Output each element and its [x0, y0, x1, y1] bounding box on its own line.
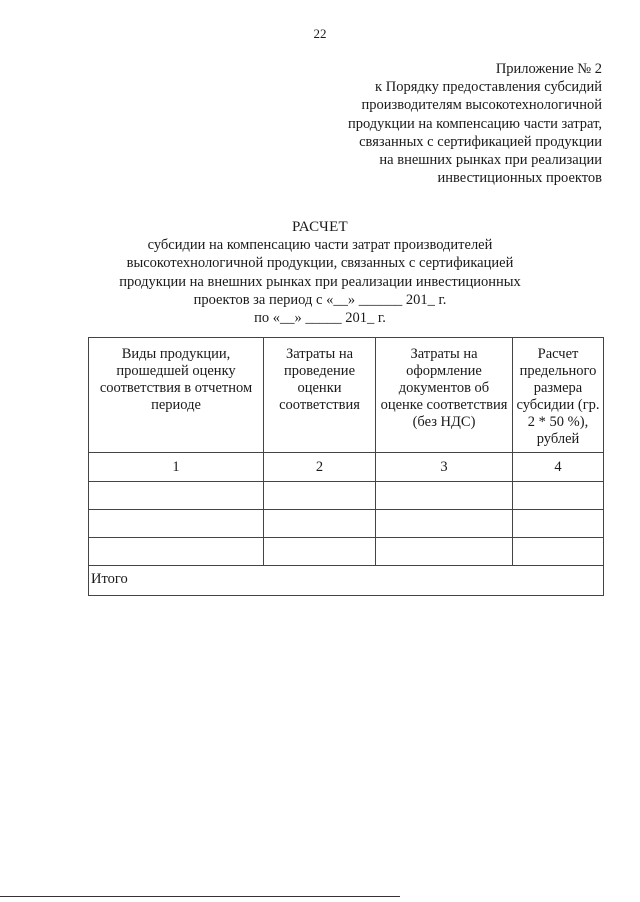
table-cell: [264, 510, 376, 538]
table-cell: [264, 538, 376, 566]
header-product-types: Виды продукции, прошедшей оценку соответствия в отчетном периоде: [89, 338, 264, 453]
appendix-line: связанных с сертификацией продукции: [359, 133, 602, 150]
table-cell: [513, 482, 604, 510]
table-cell: [513, 538, 604, 566]
table-cell: [376, 538, 513, 566]
table-cell: [89, 538, 264, 566]
column-number-row: [89, 453, 604, 482]
document-title: РАСЧЕТ: [291, 219, 348, 235]
appendix-line: к Порядку предоставления субсидий: [375, 79, 602, 96]
table-row: [89, 482, 604, 510]
table-header-row: [89, 338, 604, 453]
appendix-line: Приложение № 2: [495, 61, 602, 77]
header-subsidy-calculation: Расчет предельного размера субсидии (гр. 2 * 50 %), рублей: [513, 338, 604, 453]
appendix-line: производителям высокотехнологичной: [361, 97, 602, 114]
title-line: продукции на внешних рынках при реализации инвестиционных: [119, 273, 521, 290]
table-cell: [89, 510, 264, 538]
calculation-table: [88, 337, 604, 596]
title-line: проектов за период с «__» ______ 201_ г.: [193, 291, 447, 308]
header-documentation-costs: Затраты на оформление документов об оценке соответствия (без НДС): [376, 338, 513, 453]
total-row: [89, 566, 604, 596]
column-number: 3: [376, 453, 513, 482]
footer-divider: [0, 896, 400, 897]
table-cell: [89, 482, 264, 510]
title-line: субсидии на компенсацию части затрат производителей: [147, 237, 493, 254]
table-row: [89, 538, 604, 566]
column-number: 2: [264, 453, 376, 482]
title-line: высокотехнологичной продукции, связанных с сертификацией: [126, 255, 514, 272]
title-line: по «__» _____ 201_ г.: [254, 310, 386, 327]
page-number: 22: [313, 26, 327, 41]
table-cell: [264, 482, 376, 510]
total-label: Итого: [89, 566, 604, 596]
appendix-line: на внешних рынках при реализации: [379, 152, 602, 169]
table-row: [89, 510, 604, 538]
column-number: 4: [513, 453, 604, 482]
appendix-block: [302, 60, 602, 187]
appendix-line: продукции на компенсацию части затрат,: [347, 115, 602, 132]
header-assessment-costs: Затраты на проведение оценки соответствия: [264, 338, 376, 453]
table-cell: [513, 510, 604, 538]
table-cell: [376, 482, 513, 510]
column-number: 1: [89, 453, 264, 482]
appendix-line: инвестиционных проектов: [437, 170, 602, 187]
title-block: [0, 218, 640, 327]
table-cell: [376, 510, 513, 538]
